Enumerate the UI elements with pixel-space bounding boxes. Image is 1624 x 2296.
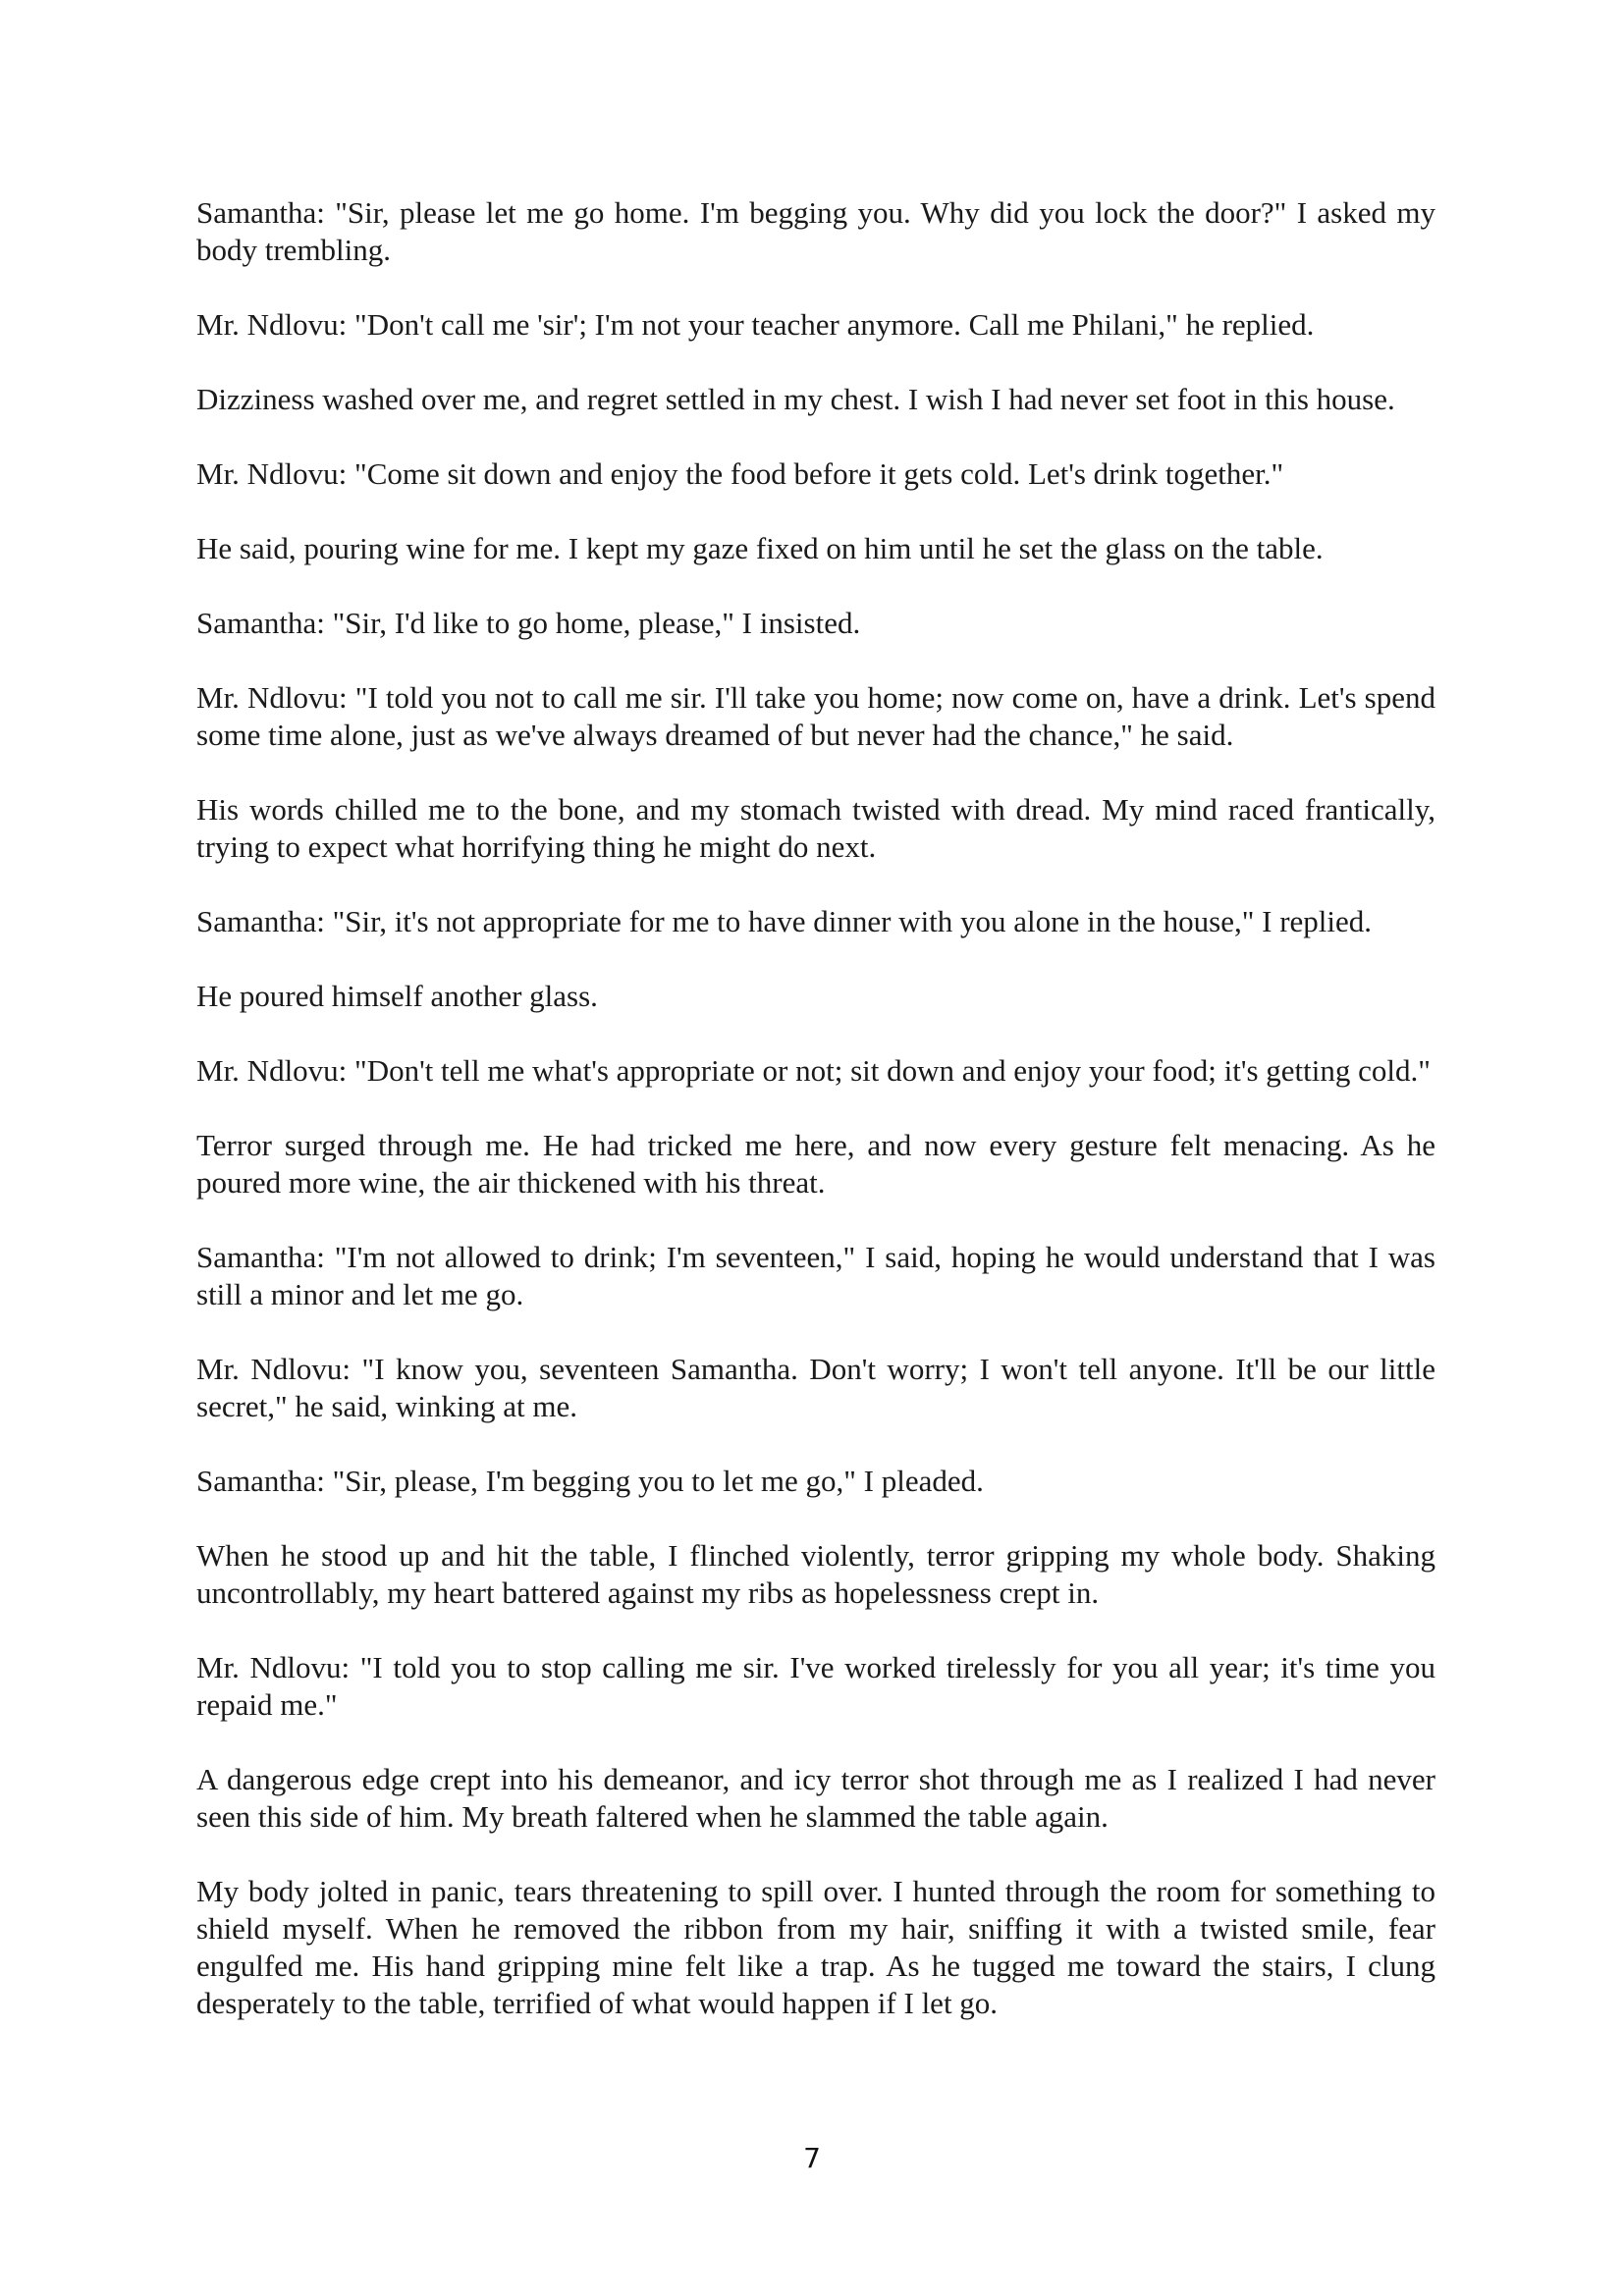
paragraph: A dangerous edge crept into his demeanor, and icy terror shot through me as I realized I had never seen this side of him. My breath faltered when he slammed the table again. bbox=[196, 1762, 1435, 1834]
paragraph: Mr. Ndlovu: "I know you, seventeen Samantha. Don't worry; I won't tell anyone. It'll be our little secret," he said, winking at me. bbox=[196, 1352, 1435, 1423]
page-number: 7 bbox=[803, 2142, 821, 2174]
paragraph: He said, pouring wine for me. I kept my gaze fixed on him until he set the glass on the table. bbox=[196, 531, 1324, 565]
paragraph: He poured himself another glass. bbox=[196, 979, 598, 1013]
paragraph: Mr. Ndlovu: "Come sit down and enjoy the food before it gets cold. Let's drink together." bbox=[196, 456, 1284, 491]
paragraph: Samantha: "I'm not allowed to drink; I'm seventeen," I said, hoping he would understand that I was still a minor and let me go. bbox=[196, 1240, 1435, 1311]
paragraph: Samantha: "Sir, please, I'm begging you to let me go," I pleaded. bbox=[196, 1464, 984, 1498]
paragraph: Samantha: "Sir, I'd like to go home, please," I insisted. bbox=[196, 606, 861, 640]
paragraph: Mr. Ndlovu: "Don't tell me what's appropriate or not; sit down and enjoy your food; it's getting cold." bbox=[196, 1053, 1431, 1088]
paragraph: Mr. Ndlovu: "I told you not to call me sir. I'll take you home; now come on, have a drink. Let's spend some time alone, just as we've always dreamed of but never had the chance," he said. bbox=[196, 680, 1435, 752]
body-text bbox=[196, 194, 1435, 2022]
paragraph: Terror surged through me. He had tricked me here, and now every gesture felt menacing. As he poured more wine, the air thickened with his threat. bbox=[196, 1128, 1435, 1200]
paragraph: Mr. Ndlovu: "Don't call me 'sir'; I'm not your teacher anymore. Call me Philani," he replied. bbox=[196, 307, 1315, 342]
paragraph: Samantha: "Sir, it's not appropriate for me to have dinner with you alone in the house," I replied. bbox=[196, 904, 1373, 938]
paragraph: His words chilled me to the bone, and my stomach twisted with dread. My mind raced frantically, trying to expect what horrifying thing he might do next. bbox=[196, 792, 1435, 864]
paragraph: Dizziness washed over me, and regret settled in my chest. I wish I had never set foot in this house. bbox=[196, 382, 1395, 416]
paragraph: When he stood up and hit the table, I flinched violently, terror gripping my whole body. Shaking uncontrollably, my heart battered against my ribs as hopelessness crept in. bbox=[196, 1538, 1435, 1610]
paragraph: My body jolted in panic, tears threatening to spill over. I hunted through the room for something to shield myself. When he removed the ribbon from my hair, sniffing it with a twisted smile, fear engulfed me. His hand gripping mine felt like a trap. As he tugged me toward the stairs, I clung desperately to the table, terrified of what would happen if I let go. bbox=[196, 1874, 1435, 2020]
paragraph: Samantha: "Sir, please let me go home. I'm begging you. Why did you lock the door?" I asked my body trembling. bbox=[196, 195, 1435, 267]
paragraph: Mr. Ndlovu: "I told you to stop calling me sir. I've worked tirelessly for you all year; it's time you repaid me." bbox=[196, 1650, 1435, 1722]
